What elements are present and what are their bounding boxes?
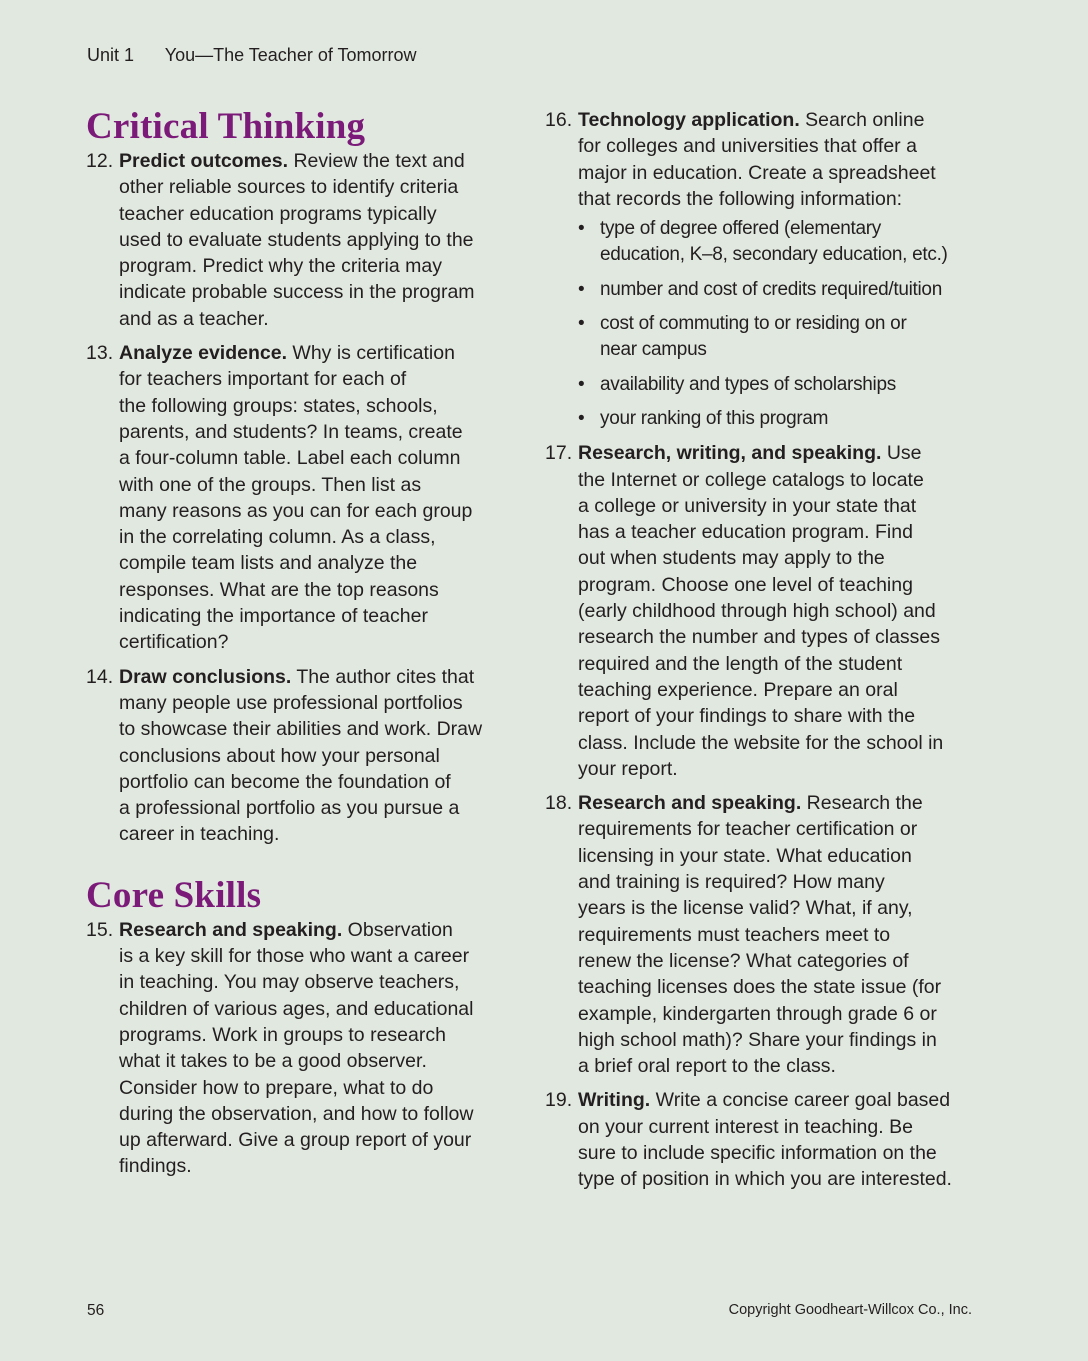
exercise-lead: Technology application. xyxy=(578,109,800,131)
bullet-line: • availability and types of scholarships xyxy=(600,373,896,395)
exercise-lead: Draw conclusions. xyxy=(119,665,292,688)
text-line: responses. What are the top reasons xyxy=(119,578,439,601)
bullet-line: • your ranking of this program xyxy=(600,407,829,429)
text-line: program. Choose one level of teaching xyxy=(578,573,913,596)
running-header xyxy=(87,45,417,66)
bullet-line: education, K–8, secondary education, etc.) xyxy=(600,244,948,266)
text-line: a brief oral report to the class. xyxy=(578,1055,836,1078)
exercise-item xyxy=(86,148,526,332)
text-line: required and the length of the student xyxy=(578,652,903,675)
text-line: for colleges and universities that offer a xyxy=(578,135,917,158)
exercise-number: 12. xyxy=(86,150,114,172)
text-line: in teaching. You may observe teachers, xyxy=(119,971,460,994)
text-line: example, kindergarten through grade 6 or xyxy=(578,1002,937,1025)
right-column xyxy=(545,107,985,1201)
text-line: years is the license valid? What, if any, xyxy=(578,897,913,920)
text-line: many reasons as you can for each group xyxy=(119,499,473,522)
bullet-item xyxy=(600,277,985,303)
exercise-number: 16. xyxy=(545,109,573,131)
text-line: portfolio can become the foundation of xyxy=(119,770,451,793)
text-line: that records the following information: xyxy=(578,187,903,210)
text-line: parents, and students? In teams, create xyxy=(119,420,463,443)
text-line: report of your findings to share with the xyxy=(578,705,916,728)
exercise-number: 15. xyxy=(86,918,114,941)
text-line: findings. xyxy=(119,1155,192,1178)
text-run: Research the xyxy=(801,792,923,815)
text-line xyxy=(119,664,526,690)
text-line: a college or university in your state that xyxy=(578,494,917,517)
text-run: Write a concise career goal based xyxy=(650,1089,951,1112)
exercise-lead: Writing. xyxy=(578,1089,651,1112)
unit-title: You—The Teacher of Tomorrow xyxy=(164,45,417,65)
text-run: Observation xyxy=(342,918,453,941)
text-line: with one of the groups. Then list as xyxy=(119,473,422,496)
text-line: indicating the importance of teacher xyxy=(119,605,428,628)
text-run: Why is certification xyxy=(287,342,455,365)
exercise-lead: Analyze evidence. xyxy=(119,342,287,365)
bullet-line: near campus xyxy=(600,339,707,361)
text-line: on your current interest in teaching. Be xyxy=(578,1115,913,1138)
text-line xyxy=(119,148,526,174)
bullet-item xyxy=(600,311,985,364)
copyright: Copyright Goodheart-Willcox Co., Inc. xyxy=(728,1302,972,1318)
text-line: sure to include specific information on the xyxy=(578,1141,937,1164)
text-line: program. Predict why the criteria may xyxy=(119,255,442,278)
text-line: conclusions about how your personal xyxy=(119,744,440,767)
exercise-lead: Research and speaking. xyxy=(119,918,343,941)
text-line: the Internet or college catalogs to locate xyxy=(578,468,924,491)
exercise-number: 19. xyxy=(545,1089,573,1112)
critical-thinking-list xyxy=(86,148,526,848)
exercise-number: 13. xyxy=(86,342,114,365)
text-line: your report. xyxy=(578,757,678,780)
text-line: other reliable sources to identify criteria xyxy=(119,176,459,199)
text-line xyxy=(578,440,985,466)
text-run: The author cites that xyxy=(291,665,475,688)
section-title-core-skills: Core Skills xyxy=(86,874,262,916)
text-line: high school math)? Share your findings in xyxy=(578,1028,937,1051)
page-number: 56 xyxy=(87,1302,105,1319)
text-line: teacher education programs typically xyxy=(119,202,437,225)
left-column xyxy=(86,106,526,1188)
text-line: children of various ages, and educational xyxy=(119,997,474,1020)
text-line xyxy=(119,917,526,943)
text-line: during the observation, and how to follow xyxy=(119,1102,474,1125)
text-line xyxy=(119,340,526,366)
text-line: what it takes to be a good observer. xyxy=(119,1050,427,1073)
text-line xyxy=(578,1087,985,1113)
text-line: type of position in which you are interested. xyxy=(578,1168,952,1191)
text-line: a four-column table. Label each column xyxy=(119,447,461,470)
text-line xyxy=(578,790,985,816)
exercise-item xyxy=(86,340,526,656)
text-line: certification? xyxy=(119,631,229,654)
text-line: major in education. Create a spreadsheet xyxy=(578,161,936,184)
text-line: licensing in your state. What education xyxy=(578,844,912,867)
text-run: Use xyxy=(881,442,922,465)
text-line: compile team lists and analyze the xyxy=(119,552,418,575)
text-line: and training is required? How many xyxy=(578,871,885,894)
text-line: is a key skill for those who want a career xyxy=(119,945,470,968)
bullet-item xyxy=(600,406,985,432)
text-line: career in teaching. xyxy=(119,823,280,846)
bullet-line: • type of degree offered (elementary xyxy=(600,218,881,240)
text-line: the following groups: states, schools, xyxy=(119,394,438,417)
bullet-item xyxy=(600,216,985,269)
text-line: teaching experience. Prepare an oral xyxy=(578,678,898,701)
exercise-item xyxy=(545,107,985,432)
exercise-item xyxy=(86,664,526,848)
bullet-line: • cost of commuting to or residing on or xyxy=(600,313,907,335)
text-line: programs. Work in groups to research xyxy=(119,1023,446,1046)
bullet-item xyxy=(600,372,985,398)
exercise-item xyxy=(545,440,985,782)
exercise-item xyxy=(545,1087,985,1192)
text-line: requirements must teachers meet to xyxy=(578,923,891,946)
text-line: renew the license? What categories of xyxy=(578,949,909,972)
exercise-lead: Predict outcomes. xyxy=(119,150,289,172)
bullet-list xyxy=(578,216,985,432)
exercise-lead: Research and speaking. xyxy=(578,792,802,815)
text-run: Review the text and xyxy=(288,150,465,172)
exercise-item xyxy=(545,790,985,1079)
text-line xyxy=(578,107,985,133)
text-line: a professional portfolio as you pursue a xyxy=(119,797,460,820)
text-line: many people use professional portfolios xyxy=(119,691,463,714)
text-line: has a teacher education program. Find xyxy=(578,521,913,544)
unit-label: Unit 1 xyxy=(87,45,135,65)
text-line: class. Include the website for the school in xyxy=(578,731,944,754)
section-title-critical-thinking: Critical Thinking xyxy=(86,106,366,147)
text-line: in the correlating column. As a class, xyxy=(119,526,436,549)
exercise-number: 17. xyxy=(545,442,573,465)
text-line: Consider how to prepare, what to do xyxy=(119,1076,434,1099)
text-line: up afterward. Give a group report of your xyxy=(119,1129,472,1152)
text-line: out when students may apply to the xyxy=(578,547,885,570)
text-line: requirements for teacher certification or xyxy=(578,818,918,841)
bullet-line: • number and cost of credits required/tuition xyxy=(600,278,942,300)
text-line: teaching licenses does the state issue (for xyxy=(578,976,942,999)
exercise-lead: Research, writing, and speaking. xyxy=(578,442,882,465)
exercise-number: 18. xyxy=(545,792,573,815)
text-line: to showcase their abilities and work. Draw xyxy=(119,718,483,741)
text-line: indicate probable success in the program xyxy=(119,281,475,304)
text-run: Search online xyxy=(799,109,925,131)
text-line: used to evaluate students applying to the xyxy=(119,228,474,251)
text-line: and as a teacher. xyxy=(119,307,269,330)
text-line: for teachers important for each of xyxy=(119,368,407,391)
exercise-item xyxy=(86,917,526,1180)
text-line: (early childhood through high school) and xyxy=(578,600,936,623)
core-skills-list xyxy=(86,917,526,1180)
core-skills-list-continued xyxy=(545,107,985,1193)
text-line: research the number and types of classes xyxy=(578,626,941,649)
exercise-number: 14. xyxy=(86,665,114,688)
